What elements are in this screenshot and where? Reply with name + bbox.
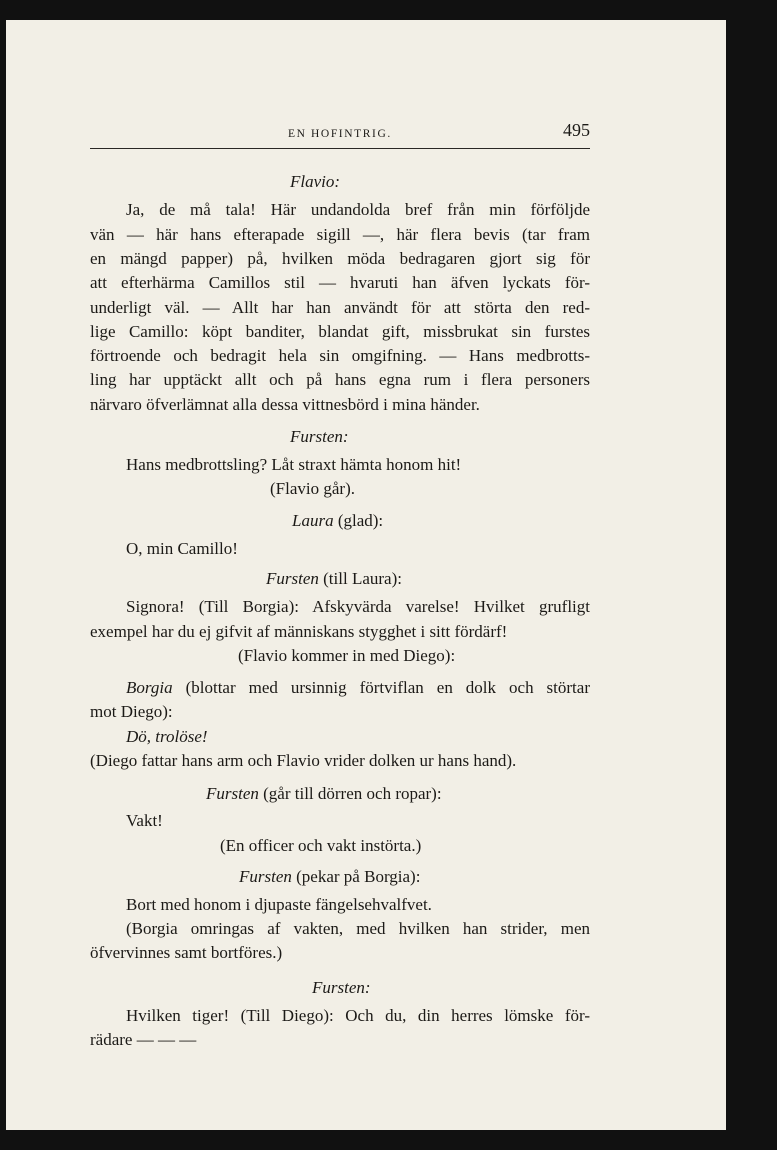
speaker-heading: Laura (glad): xyxy=(292,511,384,530)
text-line: att efterhärma Camillos stil — hvaruti han äfven lyckats för- xyxy=(90,273,590,292)
speaker-heading: Flavio: xyxy=(290,172,341,191)
text-line: ling har upptäckt allt och på hans egna rum i flera personers xyxy=(90,370,590,389)
text-line: O, min Camillo! xyxy=(126,539,238,558)
text-line: Ja, de må tala! Här undandolda bref från min förföljde xyxy=(126,200,590,219)
speaker-heading: Fursten: xyxy=(312,978,371,997)
running-head: EN HOFINTRIG. xyxy=(288,128,392,140)
text-line: närvaro öfverlämnat alla dessa vittnesbörd i mina händer. xyxy=(90,395,480,414)
text-line: Hvilken tiger! (Till Diego): Och du, din herres lömske för- xyxy=(126,1006,590,1025)
page-number: 495 xyxy=(563,120,590,140)
stage-direction: (Flavio kommer in med Diego): xyxy=(238,646,456,665)
stage-direction: (En officer och vakt instörta.) xyxy=(220,836,422,855)
text-line: Bort med honom i djupaste fängelsehvalfvet. xyxy=(126,895,432,914)
book-page xyxy=(6,20,726,1130)
text-line: rädare — — — xyxy=(90,1030,197,1049)
text-line: mot Diego): xyxy=(90,702,173,721)
text-line: underligt väl. — Allt har han användt för att störta den red- xyxy=(90,298,590,317)
text-line: förtroende och bedragit hela sin omgifning. — Hans medbrotts- xyxy=(90,346,590,365)
text-line: vän — här hans efterapade sigill —, här flera bevis (tar fram xyxy=(90,225,590,244)
text-line: exempel har du ej gifvit af människans stygghet i sitt fördärf! xyxy=(90,622,508,641)
speaker-heading: Borgia (blottar med ursinnig förtviflan en dolk och störtar xyxy=(126,678,590,697)
text-line: Signora! (Till Borgia): Afskyvärda varelse! Hvilket grufligt xyxy=(126,597,590,616)
text-line: en mängd papper) på, hvilken möda bedragaren gjort sig för xyxy=(90,249,590,268)
text-line: lige Camillo: köpt banditer, blandat gift, missbrukat sin furstes xyxy=(90,322,590,341)
header-rule xyxy=(90,148,590,149)
speaker-heading: Fursten (pekar på Borgia): xyxy=(239,867,421,886)
stage-direction: (Borgia omringas af vakten, med hvilken han strider, men xyxy=(126,919,590,938)
text-line: Vakt! xyxy=(126,811,163,830)
speaker-heading: Fursten: xyxy=(290,427,349,446)
stage-direction: (Flavio går). xyxy=(270,479,355,498)
page-header xyxy=(90,120,590,148)
text-line: Dö, trolöse! xyxy=(126,727,208,746)
speaker-heading: Fursten (går till dörren och ropar): xyxy=(206,784,442,803)
text-line: Hans medbrottsling? Låt straxt hämta honom hit! xyxy=(126,455,462,474)
speaker-heading: Fursten (till Laura): xyxy=(266,569,402,588)
stage-direction: öfvervinnes samt bortföres.) xyxy=(90,943,283,962)
stage-direction: (Diego fattar hans arm och Flavio vrider dolken ur hans hand). xyxy=(90,751,517,770)
